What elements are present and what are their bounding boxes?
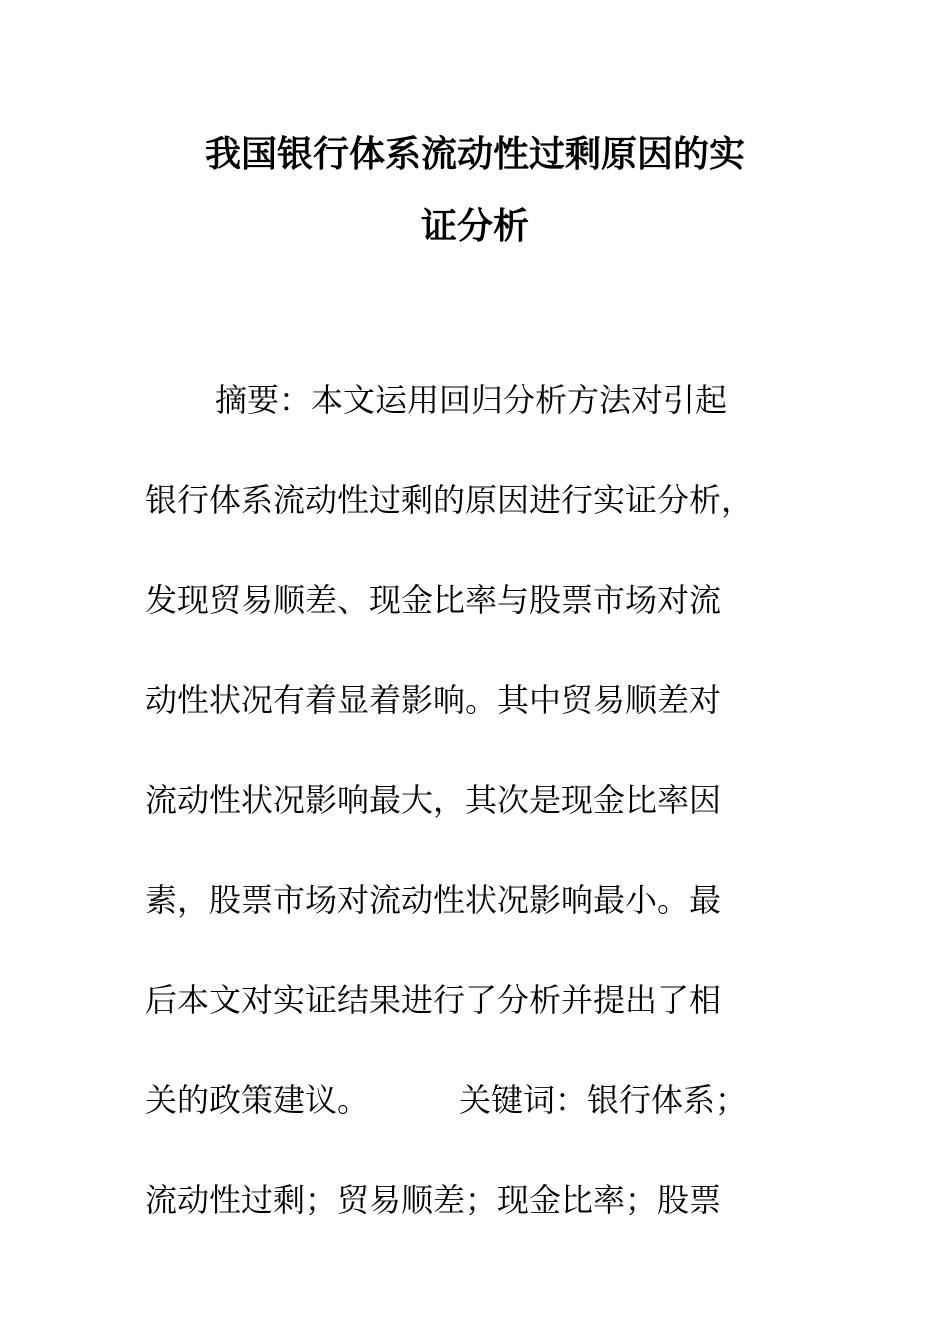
abstract-line-7: 后本文对实证结果进行了分析并提出了相 <box>145 981 722 1019</box>
document-title-line-2: 证分析 <box>420 205 529 247</box>
abstract-end-and-keywords-line <box>145 1080 747 1120</box>
abstract-end: 关的政策建议。 <box>145 1081 370 1119</box>
abstract-line-6: 素，股票市场对流动性状况影响最小。最 <box>145 881 722 919</box>
abstract-line-5: 流动性状况影响最大，其次是现金比率因 <box>145 781 722 819</box>
keywords-start: 关键词：银行体系； <box>459 1081 748 1119</box>
keywords-line: 流动性过剩；贸易顺差；现金比率；股票 <box>145 1181 722 1219</box>
abstract-line-3: 发现贸易顺差、现金比率与股票市场对流 <box>145 581 722 619</box>
abstract-line-4: 动性状况有着显着影响。其中贸易顺差对 <box>145 681 722 719</box>
abstract-line-2: 银行体系流动性过剩的原因进行实证分析， <box>145 481 754 519</box>
abstract-line-1: 摘要：本文运用回归分析方法对引起 <box>215 381 728 419</box>
document-title-line-1: 我国银行体系流动性过剩原因的实 <box>204 133 745 175</box>
